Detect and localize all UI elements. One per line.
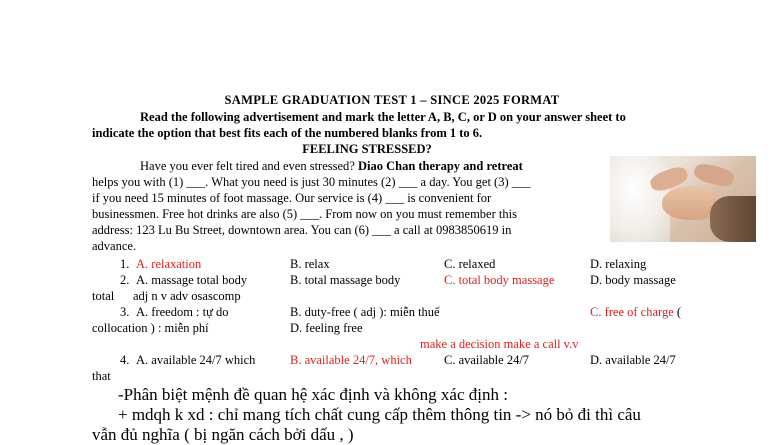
notes-line-3: vẫn đủ nghĩa ( bị ngăn cách bởi dấu , ) [92, 425, 354, 444]
passage-line-3: if you need 15 minutes of foot massage. Our service is (4) ___ is convenient for [92, 191, 492, 205]
question-4-annotation: that [92, 369, 111, 383]
question-1-option-c: C. relaxed [444, 257, 496, 271]
passage-line-1-text: Have you ever felt tired and even stressed? [140, 159, 355, 173]
hand-shape [692, 161, 735, 189]
document-title: SAMPLE GRADUATION TEST 1 – SINCE 2025 FORMAT [224, 93, 560, 107]
question-1-option-a: A. relaxation [136, 257, 202, 271]
question-3-number: 3. [120, 305, 130, 319]
question-3-option-b: B. duty-free ( adj ): miễn thuế [290, 305, 440, 319]
question-2-option-d: D. body massage [590, 273, 676, 287]
question-3-annotation: collocation ) : miễn phí [92, 321, 209, 335]
question-2-annotation: total adj n v adv osascomp [92, 289, 241, 303]
passage-line-1 [140, 159, 523, 174]
passage-line-2: helps you with (1) ___. What you need is just 30 minutes (2) ___ a day. You get (3) ___ [92, 175, 531, 189]
question-2-option-b: B. total massage body [290, 273, 401, 287]
question-1-option-b: B. relax [290, 257, 330, 271]
passage-heading: FEELING STRESSED? [302, 142, 432, 156]
question-2-option-c: C. total body massage [444, 273, 555, 287]
question-3-option-c-paren: ( [673, 305, 682, 319]
question-4-option-b: B. available 24/7, which [290, 353, 412, 367]
collocation-note: make a decision make a call v.v [420, 337, 579, 351]
question-3-option-d: D. feeling free [290, 321, 363, 335]
question-1-number: 1. [120, 257, 130, 271]
question-1-option-d: D. relaxing [590, 257, 647, 271]
question-4-option-d: D. available 24/7 [590, 353, 676, 367]
business-name: Diao Chan therapy and retreat [357, 159, 523, 173]
question-4-option-c: C. available 24/7 [444, 353, 530, 367]
spa-massage-image [610, 156, 756, 242]
question-2-option-a: A. massage total body [136, 273, 248, 287]
notes-line-2: + mdqh k xd : chỉ mang tích chất cung cấp thêm thông tin -> nó bỏ đi thì câu [118, 405, 641, 424]
instruction-line-1: Read the following advertisement and mark the letter A, B, C, or D on your answer sheet to [140, 110, 626, 124]
question-3-option-c-text: C. free of charge [590, 305, 674, 319]
question-4-option-a: A. available 24/7 which [136, 353, 256, 367]
passage-line-4: businessmen. Free hot drinks are also (5) ___. From now on you must remember this [92, 207, 517, 221]
notes-line-1: -Phân biệt mệnh đề quan hệ xác định và không xác định : [118, 385, 508, 404]
question-3-option-a: A. freedom : tự do [136, 305, 229, 319]
passage-line-6: advance. [92, 239, 137, 253]
question-3-option-c [590, 305, 681, 320]
hair-shape [710, 196, 756, 242]
instruction-line-2: indicate the option that best fits each of the numbered blanks from 1 to 6. [92, 126, 483, 140]
question-2-number: 2. [120, 273, 130, 287]
passage-line-5: address: 123 Lu Bu Street, downtown area. You can (6) ___ a call at 0983850619 in [92, 223, 512, 237]
question-4-number: 4. [120, 353, 130, 367]
towel-shape [610, 156, 670, 242]
